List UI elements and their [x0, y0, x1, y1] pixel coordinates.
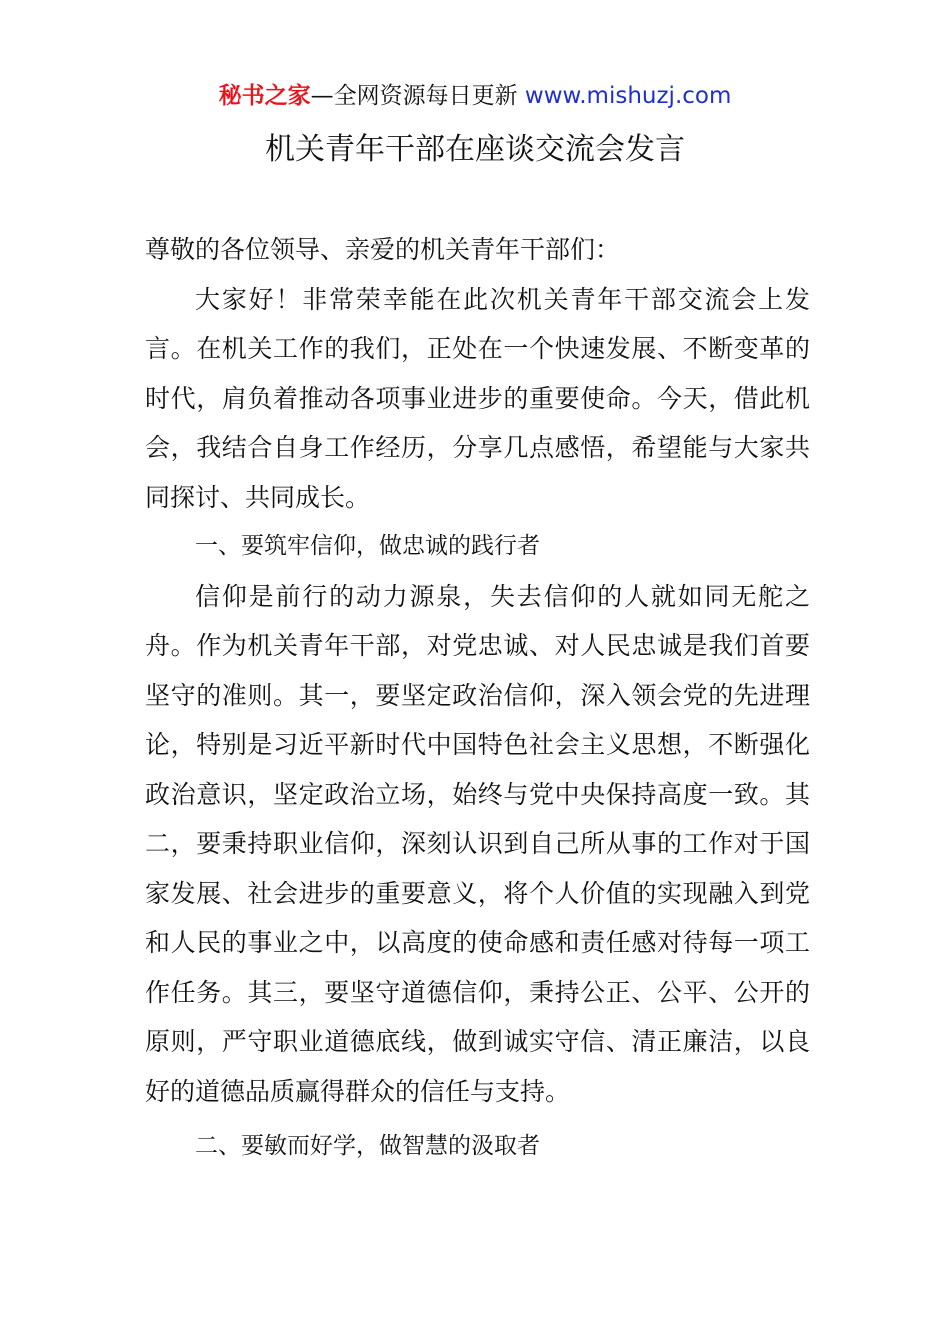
document-body [145, 225, 810, 1172]
section-1-paragraph: 信仰是前行的动力源泉，失去信仰的人就如同无舵之舟。作为机关青年干部，对党忠诚、对人民忠诚是我们首要坚守的准则。其一，要坚定政治信仰，深入领会党的先进理论，特别是习近平新时代中国特色社会主义思想，不断强化政治意识，坚定政治立场，始终与党中央保持高度一致。其二，要秉持职业信仰，深刻认识到自己所从事的工作对于国家发展、社会进步的重要意义，将个人价值的实现融入到党和人民的事业之中，以高度的使命感和责任感对待每一项工作任务。其三，要坚守道德信仰，秉持公正、公平、公开的原则，严守职业道德底线，做到诚实守信、清正廉洁，以良好的道德品质赢得群众的信任与支持。 [145, 581, 810, 1106]
site-header [0, 80, 950, 112]
site-url-link[interactable]: www.mishuzj.com [524, 83, 732, 109]
intro-paragraph: 大家好！非常荣幸能在此次机关青年干部交流会上发言。在机关工作的我们，正处在一个快速发展、不断变革的时代，肩负着推动各项事业进步的重要使命。今天，借此机会，我结合自身工作经历，分享几点感悟，希望能与大家共同探讨、共同成长。 [145, 284, 810, 512]
salutation: 尊敬的各位领导、亲爱的机关青年干部们： [145, 235, 621, 264]
site-tagline: —全网资源每日更新 [310, 83, 525, 109]
section-heading-2: 二、要敏而好学，做智慧的汲取者 [195, 1133, 540, 1159]
document-title: 机关青年干部在座谈交流会发言 [265, 132, 685, 167]
site-brand: 秘书之家 [218, 83, 311, 109]
section-heading-1: 一、要筑牢信仰，做忠诚的践行者 [195, 533, 540, 559]
